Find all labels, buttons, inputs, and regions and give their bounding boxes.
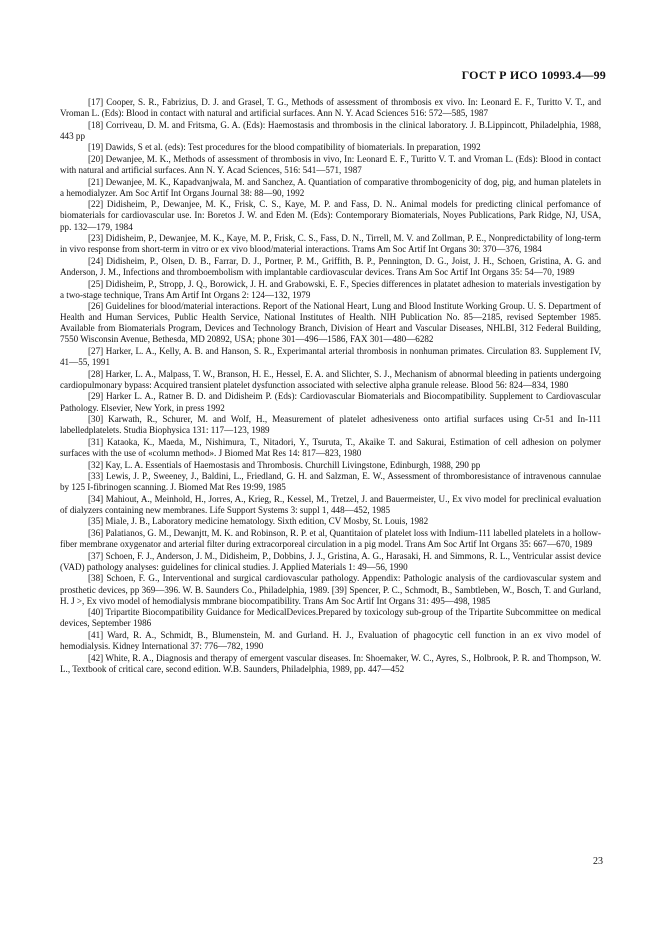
- reference-item: [24] Didisheim, P., Olsen, D. B., Farrar, D. J., Portner, P. M., Griffith, B. P., Pennington, D. G., Joist, J. H., Schoen, Gristina, A. G. and Anderson, J. M., Infections and thromboembolism with implantable cardiovascular devices. Trans Am Soc Artif Int Organs 35: 54—70, 1989: [60, 255, 601, 277]
- reference-item: [21] Dewanjee, M. K., Kapadvanjwala, M. and Sanchez, A. Quantiation of comparative thrombogenicity of dog, pig, and human platelets in a hemodialyzer. Am Soc Artif Int Organs Journal 38: 88—90, 1992: [60, 176, 601, 198]
- document-header: ГОСТ Р ИСО 10993.4—99: [461, 68, 606, 82]
- reference-item: [23] Didisheim, P., Dewanjee, M. K., Kaye, M. P., Frisk, C. S., Fass, D. N., Tirrell, M. V. and Zollman, P. E., Nonpredictability of long-term in vivo response from short-term in vitro or ex vivo blood/material interactions. Trams Am Soc Artif Int Organs 30: 370—376, 1984: [60, 233, 601, 255]
- reference-item: [20] Dewanjee, M. K., Methods of assessment of thrombosis in vivo, In: Leonard E. F., Turitto V. T. and Vroman L. (Eds): Blood in contact with natural and artificial surfaces. Ann N. Y. Acad Sciences, 516: 541—571, 1987: [60, 153, 601, 176]
- reference-item: [19] Dawids, S et al. (eds): Test procedures for the blood compatibility of biomaterials. In preparation, 1992: [88, 142, 481, 153]
- reference-item: [32] Kay, L. A. Essentials of Haemostasis and Thrombosis. Churchill Livingstone, Edinburgh, 1988, 290 pp: [88, 459, 481, 470]
- page-number: 23: [593, 856, 603, 867]
- reference-item: [30] Karwath, R., Schurer, M. and Wolf, H., Measurement of platelet adhesiveness onto artifial surfaces using Cr-51 and In-111 labelledplatelets. Studia Biophysica 131: 117—123, 1989: [60, 414, 601, 436]
- reference-item: [26] Guidelines for blood/material interactions. Report of the National Heart, Lung and Blood Institute Working Group. U. S. Department of Health and Human Services, Public Health Service, National Institutes of Health. NIH Publication No. 85—2185, revised September 1985. Available from Biomaterials Program, Devices and Technology Branch, Division of Heart and Vascular Diseases, NHLBI, 312 Federal Building, 7550 Wisconsin Avenue, Bethesda, MD 20892, USA; phone 301—496—1586, FAX 301—480—6282: [60, 301, 601, 345]
- reference-item: [38] Schoen, F. G., Interventional and surgical cardiovascular pathology. Appendix: Pathologic analysis of the cardiovascular system and prosthetic devices, pp 369—396. W. B. Saunders Co., Philadelphia, 1989. [39] Spencer, P. C., Schmodt, B., Sambtleben, W., Bosch, T. and Gurland, H. J >, Ex vivo model of hemodialysis mmbrane biocompatibility. Trans Am Soc Artif Int Organs 31: 495—498, 1985: [60, 573, 601, 606]
- reference-item: [18] Corriveau, D. M. and Fritsma, G. A. (Eds): Haemostasis and thrombosis in the clinical laboratory. J. B.Lippincott, Philadelphia, 1988, 443 pp: [60, 119, 601, 141]
- reference-item: [22] Didisheim, P., Dewanjee, M. K., Frisk, C. S., Kaye, M. P. and Fass, D. N.. Animal models for predicting clinical perfomance of biomaterials for cardiovascular use. In: Boretos J. W. and Eden M. (Eds): Contemporary Biomaterials, Noyes Publications, Park Ridge, NJ, USA, pp. 132—179, 1984: [60, 199, 601, 232]
- reference-item: [34] Mahiout, A., Meinhold, H., Jorres, A., Krieg, R., Kessel, M., Tretzel, J. and Bauermeister, U., Ex vivo model for preclinical evaluation of dialyzers containing new membranes. Life Support Systems 3: suppl 1, 448—452, 1985: [60, 493, 601, 515]
- reference-item: [37] Schoen, F. J., Anderson, J. M., Didisheim, P., Dobbins, J. J., Gristina, A. G., Harasaki, H. and Simmons, R. L., Ventricular assist device (VAD) pathology analyses: guidelines for clinical studies. J. Applied Materials 1: 49—56, 1990: [60, 550, 601, 572]
- reference-item: [31] Kataoka, K., Maeda, M., Nishimura, T., Nitadori, Y., Tsuruta, T., Akaike T. and Sakurai, Estimation of cell adhesion on polymer surfaces with the use of «column method». J Biomed Mat Res 14: 817—823, 1980: [60, 436, 601, 458]
- reference-item: [27] Harker, L. A., Kelly, A. B. and Hanson, S. R., Experimantal arterial thrombosis in nonhuman primates. Circulation 83. Supplement IV, 41—55, 1991: [60, 346, 601, 368]
- reference-item: [36] Palatianos, G. M., Dewanjtt, M. K. and Robinson, R. P. et al, Quantitaion of platelet loss with Indium-111 labelled platelets in a hollow-fiber membrane oxygenator and arterial filter during extracorporeal circulation in a pig model. Trans Am Soc Artif Int Organs 35: 667—670, 1989: [60, 528, 601, 550]
- reference-item: [40] Tripartite Biocompatibility Guidance for MedicalDevices.Prepared by toxicology sub-group of the Tripartite Subcommittee on medical devices, September 1986: [60, 607, 601, 629]
- reference-item: [35] Miale, J. B., Laboratory medicine hematology. Sixth edition, CV Mosby, St. Louis, 1982: [88, 516, 429, 527]
- reference-item: [29] Harker L. A., Ratner B. D. and Didisheim P. (Eds): Cardiovascular Biomaterials and Biocompatibility. Supplement to Cardiovascular Pathology. Elsevier, New York, in press 1992: [60, 391, 601, 413]
- reference-item: [28] Harker, L. A., Malpass, T. W., Branson, H. E., Hessel, E. A. and Slichter, S. J., Mechanism of abnormal bleeding in patients undergoing cardiopulmonary bypass: Acquired transient platelet dysfunction associated with selective alpha granule release. Blood 56: 824—834, 1980: [60, 368, 601, 390]
- reference-item: [41] Ward, R. A., Schmidt, B., Blumenstein, M. and Gurland. H. J., Evaluation of phagocytic cell function in an ex vivo model of hemodialysis. Kidney International 37: 776—782, 1990: [60, 629, 601, 651]
- reference-list: [60, 97, 601, 675]
- reference-item: [33] Lewis, J. P., Sweeney, J., Baldini, L., Friedland, G. H. and Salzman, E. W., Assessment of thromboresistance of intravenous cannulae by 125 I-fibrinogen scanning. J. Biomed Mat Res 19:99, 1985: [60, 471, 601, 493]
- reference-item: [42] White, R. A., Diagnosis and therapy of emergent vascular diseases. In: Shoemaker, W. C., Ayres, S., Holbrook, P. R. and Thompson, W. L., Textbook of critical care, second edition. W.B. Saunders, Philadelphia, 1989, pp. 447—452: [60, 652, 601, 674]
- reference-item: [25] Didisheim, P., Stropp, J. Q., Borowick, J. H. and Grabowski, E. F., Species differences in platatet adhesion to materials investigation by a two-stage technique, Trans Am Artif Int Organs 2: 124—132, 1979: [60, 278, 601, 300]
- reference-item: [17] Cooper, S. R., Fabrizius, D. J. and Grasel, T. G., Methods of assessment of thrombosis ex vivo. In: Leonard E. F., Turitto V. T., and Vroman L. (Eds): Blood in contact with natural and artificial surfaces. Ann N. Y. Acad Sciences 516: 572—585, 1987: [60, 97, 601, 119]
